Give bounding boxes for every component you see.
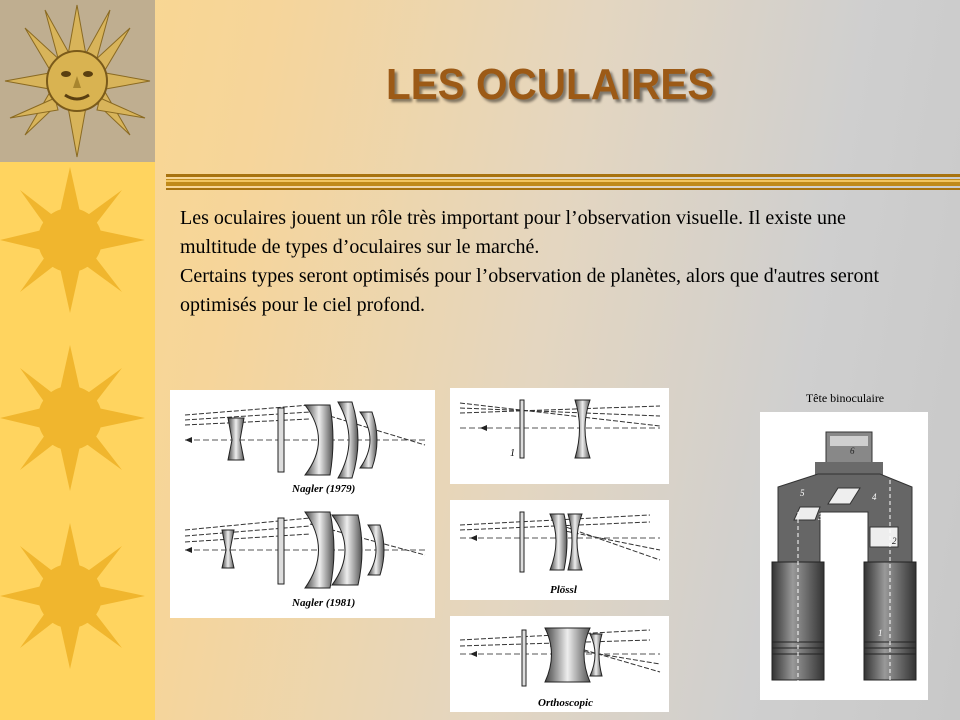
paragraph-1: Les oculaires jouent un rôle très important pour l’observation visuelle. Il existe une multitude de types d’oculaires sur le marché. bbox=[180, 207, 846, 258]
binocular-diagram bbox=[760, 412, 928, 700]
binocular-title: Tête binoculaire bbox=[805, 391, 885, 405]
plossl-diagram bbox=[450, 500, 669, 600]
nagler-1981-caption: Nagler (1981) bbox=[292, 597, 356, 609]
label-1: 1 bbox=[878, 628, 883, 638]
paragraph-2: Certains types seront optimisés pour l’observation de planètes, alors que d'autres seront optimisés pour le ciel profond. bbox=[180, 265, 879, 316]
label-6: 6 bbox=[850, 446, 855, 456]
orthoscopic-caption: Orthoscopic bbox=[538, 697, 593, 709]
barlow-diagram bbox=[450, 388, 669, 484]
label-3: 3 bbox=[818, 512, 823, 522]
nagler-1979-caption: Nagler (1979) bbox=[292, 483, 356, 495]
label-4: 4 bbox=[872, 492, 877, 502]
body-text bbox=[180, 204, 890, 320]
slide-title: LES OCULAIRES bbox=[386, 60, 715, 109]
label-5: 5 bbox=[800, 488, 805, 498]
label-2: 2 bbox=[892, 536, 897, 546]
sun-pattern bbox=[0, 162, 155, 720]
plossl-caption: Plössl bbox=[550, 584, 577, 596]
nagler-diagram bbox=[170, 390, 435, 618]
orthoscopic-diagram bbox=[450, 616, 669, 712]
gold-divider bbox=[166, 172, 960, 192]
barlow-label: 1 bbox=[510, 448, 515, 459]
